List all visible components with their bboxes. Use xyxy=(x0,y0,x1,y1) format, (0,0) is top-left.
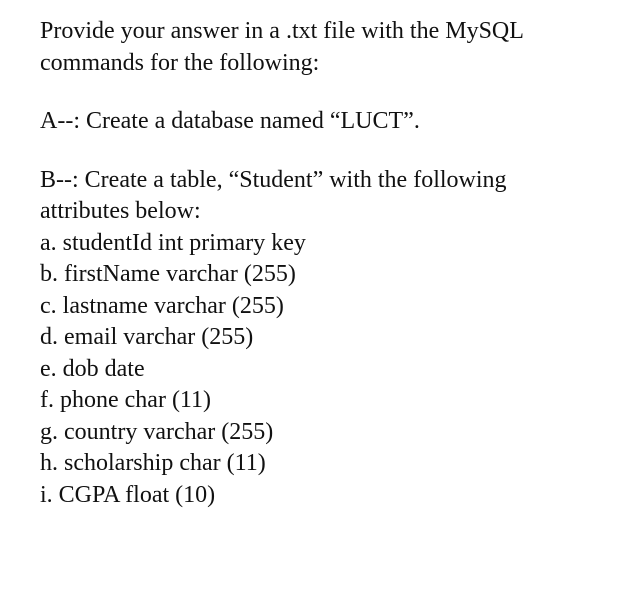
part-b-line-2: attributes below: xyxy=(40,198,201,224)
attribute-item-scholarship: h. scholarship char (11) xyxy=(40,450,266,476)
attribute-item-student-id: a. studentId int primary key xyxy=(40,229,306,256)
intro-line-1: Provide your answer in a .txt file with the MySQL xyxy=(40,18,524,44)
spacer xyxy=(40,138,620,165)
part-b-line-1: B--: Create a table, “Student” with the following xyxy=(40,166,507,193)
attribute-item-email: d. email varchar (255) xyxy=(40,324,254,350)
attribute-item-first-name: b. firstName varchar (255) xyxy=(40,261,296,287)
attribute-item-cgpa: i. CGPA float (10) xyxy=(40,481,216,508)
intro-line-2: commands for the following: xyxy=(40,49,320,76)
part-a-text: A--: Create a database named “LUCT”. xyxy=(40,108,420,134)
attribute-item-last-name: c. lastname varchar (255) xyxy=(40,292,284,319)
attribute-item-phone: f. phone char (11) xyxy=(40,387,212,413)
attribute-item-country: g. country varchar (255) xyxy=(40,418,274,445)
part-b-text xyxy=(40,165,620,228)
attribute-list xyxy=(40,228,620,512)
intro-text xyxy=(40,16,620,79)
spacer xyxy=(40,79,620,106)
attribute-item-dob: e. dob date xyxy=(40,355,145,382)
instructions-text xyxy=(40,16,620,511)
